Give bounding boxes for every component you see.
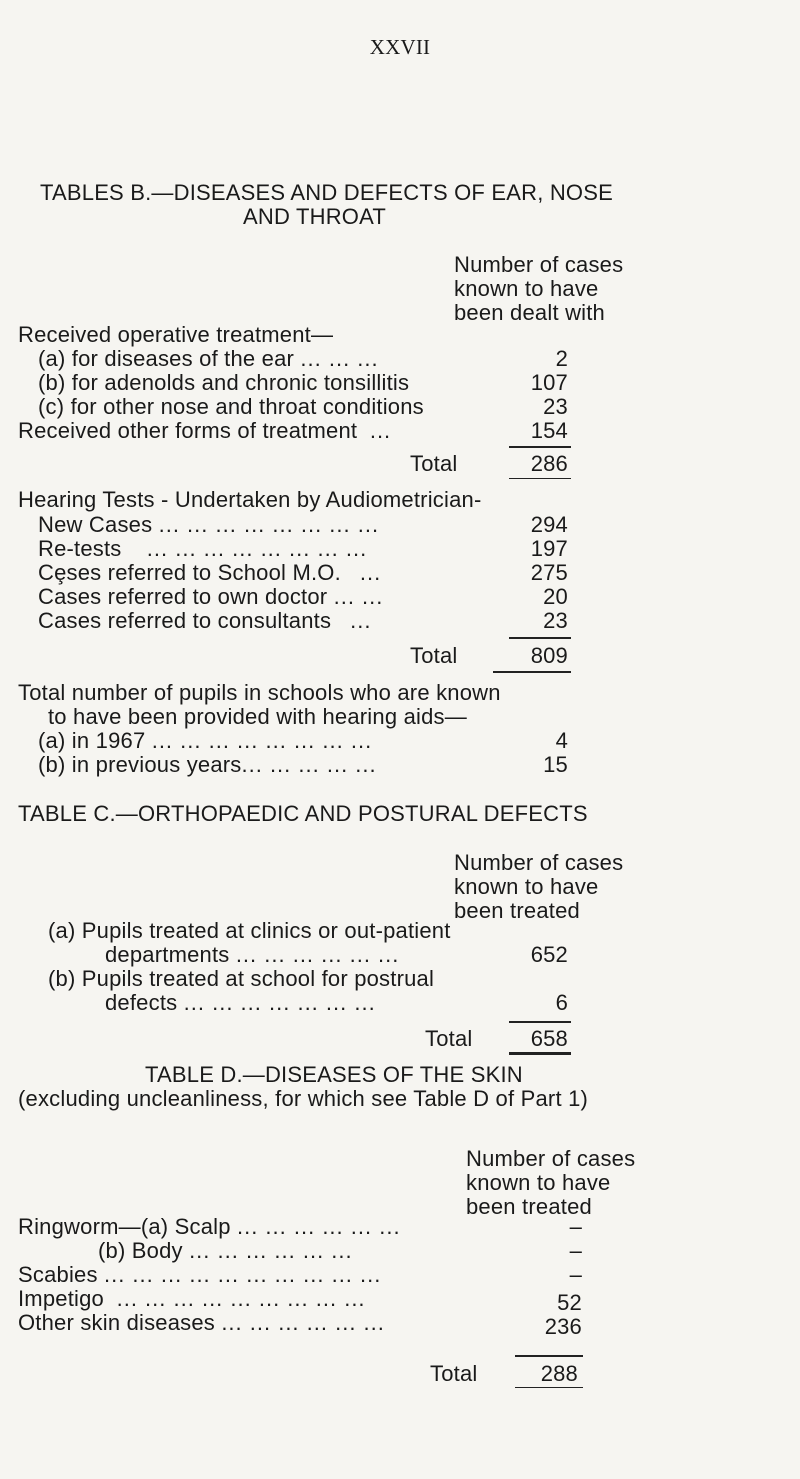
table-d-row-other-label: Other skin diseases ... ... ... ... ... ... [18, 1310, 385, 1335]
hearing-aids-row-previous-value: 15 [543, 752, 568, 777]
table-d-row-scabies-label: Scabies ... ... ... ... ... ... ... ... ... ... [18, 1262, 382, 1287]
hearing-total-rule [509, 637, 571, 639]
table-d-row-scalp-label: Ringworm—(a) Scalp ... ... ... ... ... ... [18, 1214, 401, 1239]
table-d-total-value: 288 [540, 1361, 578, 1386]
table-d-total-rule [515, 1355, 583, 1357]
hearing-total-underline [493, 671, 571, 673]
hearing-heading: Hearing Tests - Undertaken by Audiometrician- [18, 487, 482, 512]
hearing-row-consultants-value: 23 [543, 608, 568, 633]
page-number: XXVII [369, 35, 431, 59]
table-d-row-other-value: 236 [544, 1314, 582, 1339]
table-d-row-impetigo-label: Impetigo ... ... ... ... ... ... ... ... ... [18, 1286, 366, 1311]
hearing-row-school-mo-label: Cȩses referred to School M.O. ... [38, 560, 382, 585]
table-c-col-head-1: Number of cases [454, 850, 624, 875]
hearing-row-new-value: 294 [530, 512, 568, 537]
table-d-row-scalp-value: – [569, 1214, 582, 1239]
table-b-row-other-label: Received other forms of treatment ... [18, 418, 392, 443]
hearing-row-new-label: New Cases ... ... ... ... ... ... ... ... [38, 512, 380, 537]
table-c-title: TABLE C.—ORTHOPAEDIC AND POSTURAL DEFECTS [18, 801, 588, 826]
table-b-total-rule [509, 446, 571, 448]
table-c-col-head-3: been treated [454, 898, 580, 923]
table-d-total-label: Total [430, 1361, 478, 1386]
table-b-title-line1: TABLES B.—DISEASES AND DEFECTS OF EAR, NOSE [40, 180, 613, 205]
hearing-row-own-doctor-value: 20 [543, 584, 568, 609]
table-b-col-head-3: been dealt with [454, 300, 605, 325]
table-c-row-b-line1: (b) Pupils treated at school for postrual [48, 966, 435, 991]
table-b-row-a-label: (a) for diseases of the ear ... ... ... [38, 346, 379, 371]
table-b-col-head-2: known to have [454, 276, 599, 301]
table-c-row-a-line2: departments ... ... ... ... ... ... [105, 942, 400, 967]
table-d-row-impetigo-value: 52 [557, 1290, 582, 1315]
table-c-total-underline [509, 1052, 571, 1055]
table-b-total-underline [509, 478, 571, 479]
table-b-operative-heading: Received operative treatment— [18, 322, 334, 347]
table-d-total-underline [515, 1387, 583, 1388]
table-d-row-body-label: (b) Body ... ... ... ... ... ... [98, 1238, 353, 1263]
hearing-row-consultants-label: Cases referred to consultants ... [38, 608, 372, 633]
hearing-row-own-doctor-label: Cases referred to own doctor ... ... [38, 584, 384, 609]
hearing-total-value: 809 [530, 643, 568, 668]
table-d-col-head-3: been treated [466, 1194, 592, 1219]
table-d-row-scabies-value: – [569, 1262, 582, 1287]
table-d-title-line1: TABLE D.—DISEASES OF THE SKIN [145, 1062, 523, 1087]
table-c-row-b-line2: defects ... ... ... ... ... ... ... [105, 990, 376, 1015]
table-c-col-head-2: known to have [454, 874, 599, 899]
table-c-total-label: Total [425, 1026, 473, 1051]
table-d-row-body-value: – [569, 1238, 582, 1263]
table-b-total-value: 286 [530, 451, 568, 476]
table-d-title-line2: (excluding uncleanliness, for which see Table D of Part 1) [18, 1086, 589, 1111]
hearing-aids-row-1967-value: 4 [555, 728, 568, 753]
hearing-total-label: Total [410, 643, 458, 668]
hearing-aids-row-previous-label: (b) in previous years... ... ... ... ... [38, 752, 377, 777]
table-b-row-a-value: 2 [555, 346, 568, 371]
table-d-col-head-1: Number of cases [466, 1146, 636, 1171]
table-b-total-label: Total [410, 451, 458, 476]
table-b-row-other-value: 154 [530, 418, 568, 443]
table-b-col-head-1: Number of cases [454, 252, 624, 277]
hearing-row-retests-value: 197 [530, 536, 568, 561]
table-b-row-c-value: 23 [543, 394, 568, 419]
table-b-row-c-label: (c) for other nose and throat conditions [38, 394, 424, 419]
table-c-row-a-value: 652 [530, 942, 568, 967]
table-c-row-b-value: 6 [555, 990, 568, 1015]
table-c-total-value: 658 [530, 1026, 568, 1051]
table-d-col-head-2: known to have [466, 1170, 611, 1195]
table-b-title-line2: AND THROAT [243, 204, 386, 229]
hearing-row-school-mo-value: 275 [530, 560, 568, 585]
hearing-aids-row-1967-label: (a) in 1967 ... ... ... ... ... ... ... ... [38, 728, 373, 753]
table-b-row-b-value: 107 [530, 370, 568, 395]
hearing-row-retests-label: Re-tests ... ... ... ... ... ... ... ... [38, 536, 368, 561]
table-c-row-a-line1: (a) Pupils treated at clinics or out-patient [48, 918, 451, 943]
hearing-aids-line2: to have been provided with hearing aids— [48, 704, 467, 729]
hearing-aids-line1: Total number of pupils in schools who are known [18, 680, 501, 705]
table-c-total-rule [509, 1021, 571, 1023]
table-b-row-b-label: (b) for adenolds and chronic tonsillitis [38, 370, 410, 395]
